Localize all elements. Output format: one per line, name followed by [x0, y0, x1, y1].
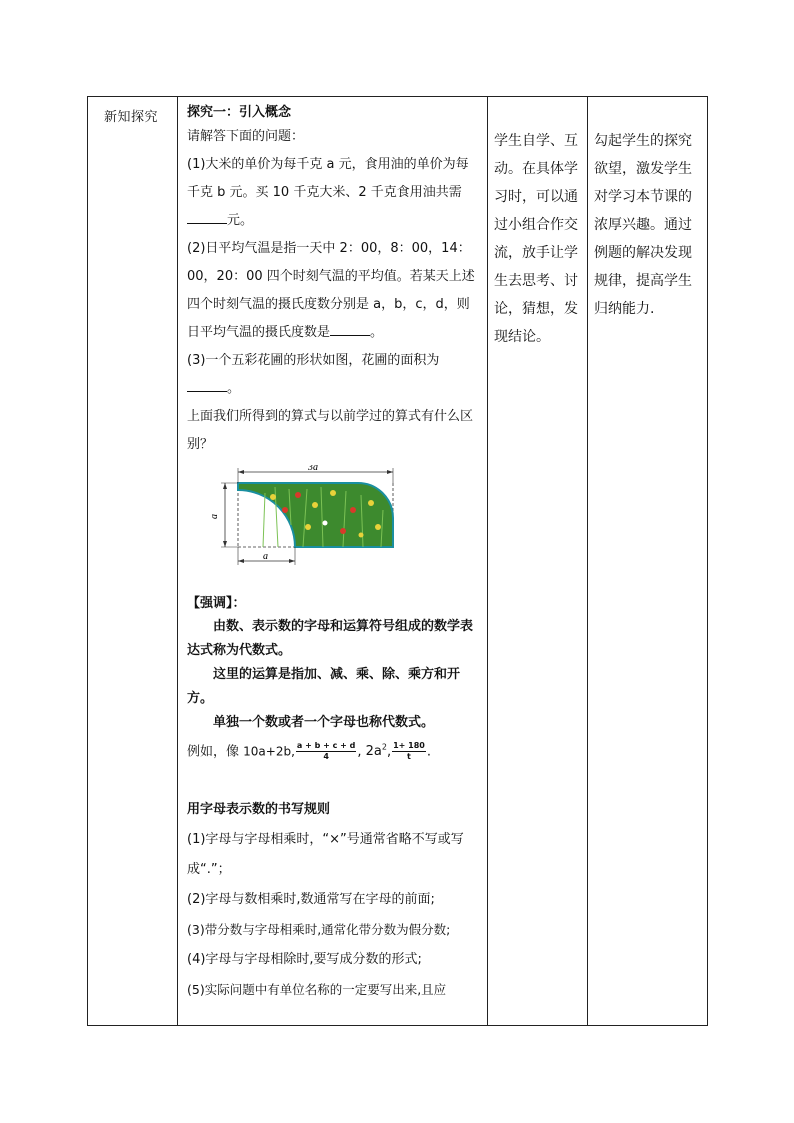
- discussion-question: 上面我们所得到的算式与以前学过的算式有什么区别？: [187, 409, 474, 452]
- lesson-plan-page: [87, 96, 707, 1026]
- example-fraction-2: [392, 741, 426, 762]
- question-2-end: 。: [370, 325, 384, 340]
- question-3-end: 。: [227, 381, 241, 396]
- flower-bed-shape: [238, 483, 393, 547]
- example-line: 例如，像 10a+2b, $\frac{a + b + c + d}{4}$ , $2a^2$, $\frac{1+ 180}{t}$ .: [187, 741, 431, 762]
- example-term-2: $2a^2$: [365, 743, 387, 760]
- emphasis-title: 【强调】：: [187, 596, 246, 611]
- dimension-side-label: a: [209, 514, 220, 519]
- question-1-text: (1)大米的单价为每千克 a 元，食用油的单价为每千克 b 元。买 10 千克大米、2 千克食用油共需: [187, 157, 469, 200]
- content-cell: [178, 97, 488, 1026]
- dimension-top-label: 3a: [308, 465, 318, 473]
- question-2: [187, 235, 481, 347]
- rule-5: (5)实际问题中有单位名称的一定要写出来,且应: [187, 982, 447, 998]
- emphasis-line-1: 由数、表示数的字母和运算符号组成的数学表达式称为代数式。: [187, 619, 474, 658]
- question-3: [187, 347, 481, 403]
- fraction-1-numerator: a + b + c + d: [296, 741, 356, 751]
- fraction-1-denominator: 4: [323, 752, 329, 762]
- student-activity-cell: [488, 97, 588, 1026]
- answer-blank-2: [330, 321, 370, 336]
- example-term-1: 10a+2b,: [243, 744, 295, 759]
- dimension-bottom-label: a: [263, 551, 268, 562]
- design-intent-cell: [588, 97, 708, 1026]
- emphasis-line-3: 单独一个数或者一个字母也称代数式。: [213, 715, 435, 730]
- intro-text: 请解答下面的问题：: [187, 129, 305, 144]
- student-activity-text: 学生自学、互动。在具体学习时，可以通过小组合作交流，放手让学生去思考、讨论，猜想，发现结论。: [494, 133, 578, 345]
- rules-title: 用字母表示数的书写规则: [187, 802, 331, 818]
- question-1-end: 元。: [227, 213, 254, 228]
- answer-blank-1: [187, 209, 227, 224]
- question-1: [187, 151, 481, 235]
- row-label: 新知探究: [104, 110, 159, 125]
- flower-bed-figure: [203, 465, 403, 575]
- row-label-cell: [88, 97, 178, 1026]
- emphasis-line-2: 这里的运算是指加、减、乘、除、乘方和开方。: [187, 667, 461, 706]
- writing-rules: [187, 795, 481, 1005]
- rule-3: (3)带分数与字母相乘时,通常化带分数为假分数;: [187, 922, 451, 938]
- fraction-2-denominator: t: [407, 752, 411, 762]
- design-intent-text: 勾起学生的探究欲望，激发学生对学习本节课的浓厚兴趣。通过例题的解决发现规律，提高学生归纳能力.: [594, 133, 692, 317]
- section-title: 探究一：引入概念: [187, 105, 292, 120]
- rule-1: (1)字母与字母相乘时，“×”号通常省略不写或写成“.”；: [187, 832, 464, 878]
- example-fraction-1: [296, 741, 356, 762]
- fraction-2-numerator: 1+ 180: [393, 741, 425, 751]
- example-prefix: 例如，像: [187, 744, 240, 760]
- question-2-text: (2)日平均气温是指一天中 2：00，8：00，14：00，20：00 四个时刻气温的平均值。若某天上述四个时刻气温的摄氏度数分别是 a，b，c，d，则日平均气温的摄氏度数是: [187, 241, 475, 340]
- rule-2: (2)字母与数相乘时,数通常写在字母的前面;: [187, 892, 435, 908]
- lesson-table: [87, 96, 708, 1026]
- answer-blank-3: [187, 377, 227, 392]
- rule-4: (4)字母与字母相除时,要写成分数的形式;: [187, 952, 422, 968]
- question-3-text: (3)一个五彩花圃的形状如图，花圃的面积为: [187, 353, 440, 368]
